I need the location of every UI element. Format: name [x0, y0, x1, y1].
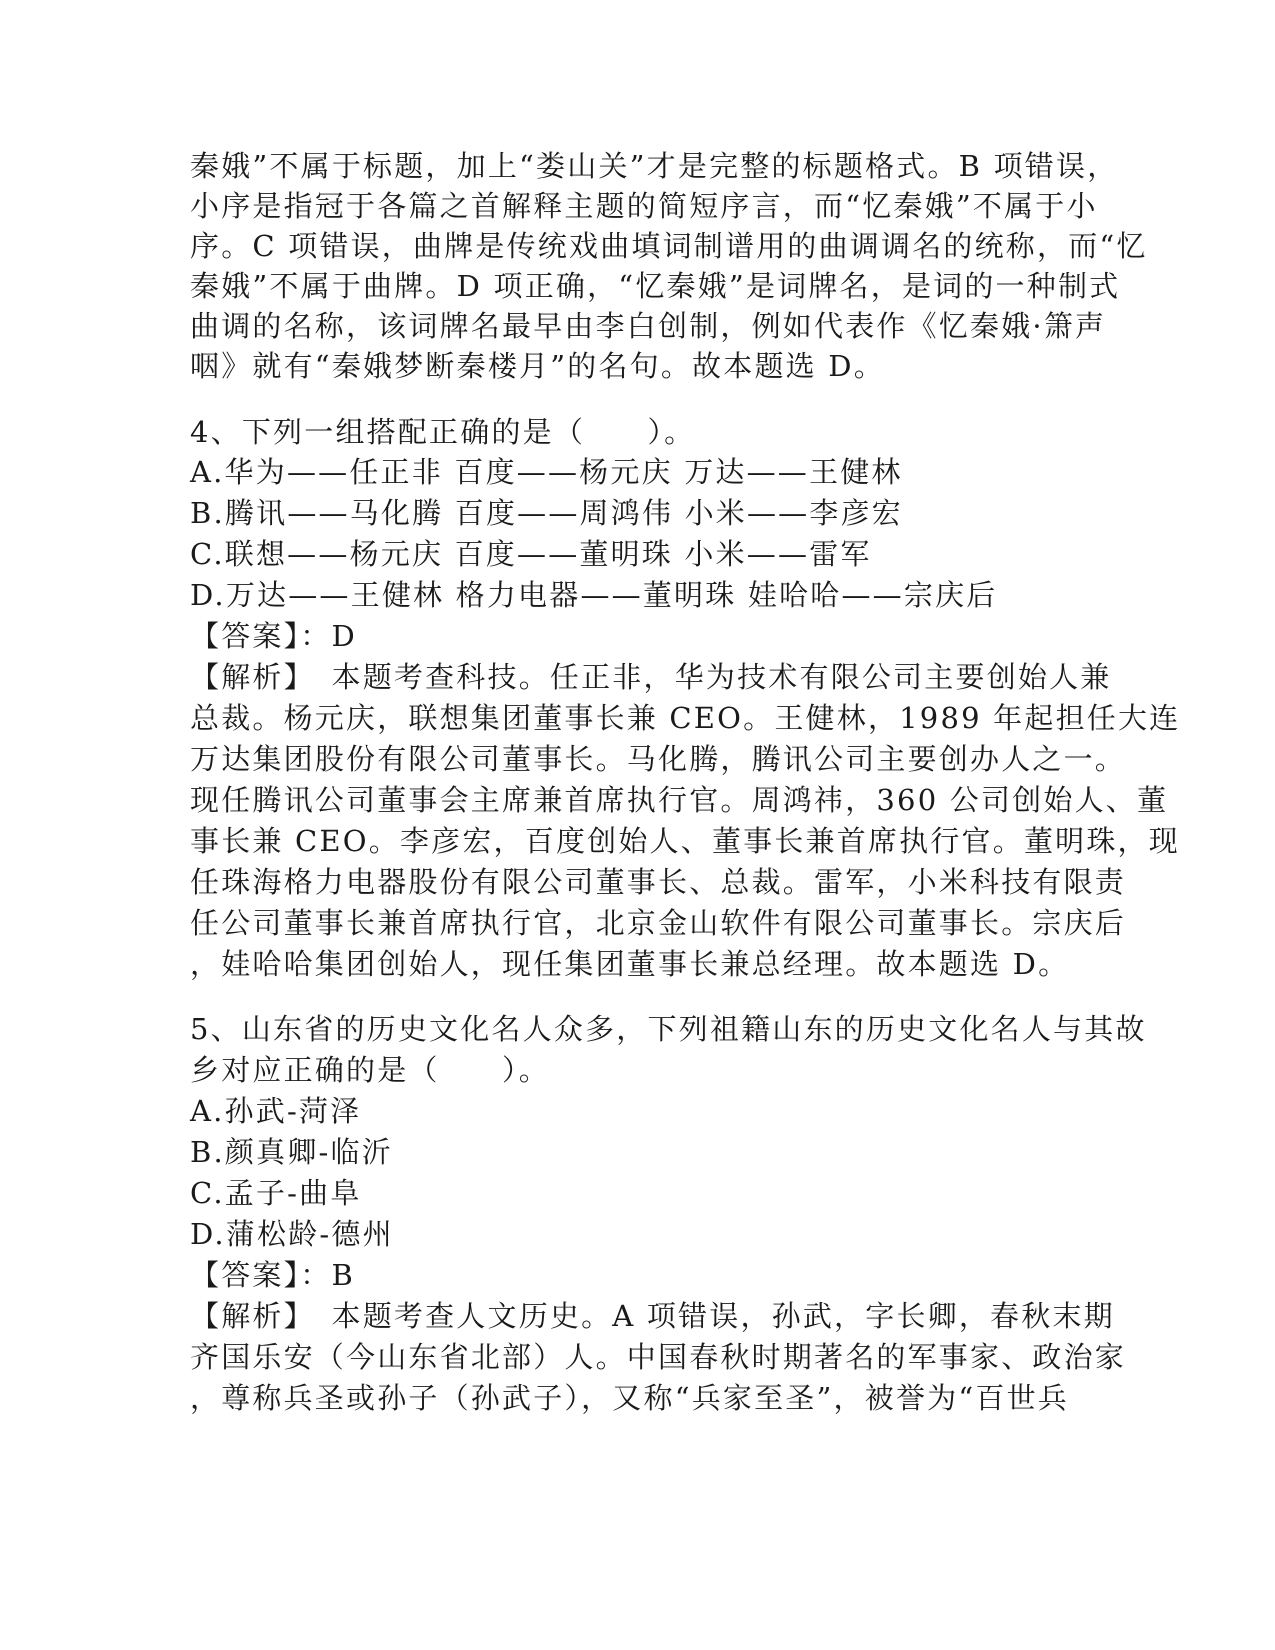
q4-option-b: B.腾讯——马化腾 百度——周鸿伟 小米——李彦宏: [190, 496, 903, 530]
q3-explanation-line: 曲调的名称，该词牌名最早由李白创制，例如代表作《忆秦娥·箫声: [190, 309, 1107, 343]
q5-stem-line: 5、山东省的历史文化名人众多，下列祖籍山东的历史文化名人与其故: [190, 1012, 1147, 1046]
q4-answer: 【答案】：D: [190, 619, 357, 653]
q4-explanation-line: 任珠海格力电器股份有限公司董事长、总裁。雷军，小米科技有限责: [190, 865, 1127, 899]
q3-explanation-line: 咽》就有“秦娥梦断秦楼月”的名句。故本题选 D。: [190, 349, 885, 383]
q5-explanation-line: 齐国乐安（今山东省北部）人。中国春秋时期著名的军事家、政治家: [190, 1340, 1127, 1374]
q4-explanation-line: 万达集团股份有限公司董事长。马化腾，腾讯公司主要创办人之一。: [190, 742, 1127, 776]
q4-option-a: A.华为——任正非 百度——杨元庆 万达——王健林: [190, 455, 903, 489]
q4-option-c: C.联想——杨元庆 百度——董明珠 小米——雷军: [190, 537, 872, 571]
q4-explanation-line: 任公司董事长兼首席执行官，北京金山软件有限公司董事长。宗庆后: [190, 906, 1127, 940]
q3-explanation-line: 秦娥”不属于曲牌。D 项正确，“忆秦娥”是词牌名，是词的一种制式: [190, 269, 1121, 303]
q4-stem: 4、下列一组搭配正确的是（ ）。: [190, 415, 696, 449]
q4-option-d: D.万达——王健林 格力电器——董明珠 娃哈哈——宗庆后: [190, 578, 998, 612]
q4-explanation-line: 事长兼 CEO。李彦宏，百度创始人、董事长兼首席执行官。董明珠，现: [190, 824, 1180, 858]
q5-answer: 【答案】：B: [190, 1258, 356, 1292]
q5-option-b: B.颜真卿-临沂: [190, 1135, 393, 1169]
q3-explanation-line: 序。C 项错误，曲牌是传统戏曲填词制谱用的曲调调名的统称，而“忆: [190, 229, 1148, 263]
q4-explanation-line: 总裁。杨元庆，联想集团董事长兼 CEO。王健林，1989 年起担任大连: [190, 701, 1181, 735]
q4-explanation-line: ，娃哈哈集团创始人，现任集团董事长兼总经理。故本题选 D。: [190, 947, 1070, 981]
q5-explanation-line: ，尊称兵圣或孙子（孙武子），又称“兵家至圣”，被誉为“百世兵: [190, 1381, 1069, 1415]
q5-option-c: C.孟子-曲阜: [190, 1176, 362, 1210]
q3-explanation-line: 小序是指冠于各篇之首解释主题的简短序言，而“忆秦娥”不属于小: [190, 189, 1098, 223]
q4-explanation-line: 现任腾讯公司董事会主席兼首席执行官。周鸿祎，360 公司创始人、董: [190, 783, 1169, 817]
q5-stem-line: 乡对应正确的是（ ）。: [190, 1053, 550, 1087]
q3-explanation-line: 秦娥”不属于标题，加上“娄山关”才是完整的标题格式。B 项错误，: [190, 149, 1119, 183]
q5-explanation-line: 【解析】 本题考查人文历史。A 项错误，孙武，字长卿，春秋末期: [190, 1299, 1115, 1333]
q5-option-a: A.孙武-菏泽: [190, 1094, 362, 1128]
q5-option-d: D.蒲松龄-德州: [190, 1217, 394, 1251]
q4-explanation-line: 【解析】 本题考查科技。任正非，华为技术有限公司主要创始人兼: [190, 660, 1112, 694]
